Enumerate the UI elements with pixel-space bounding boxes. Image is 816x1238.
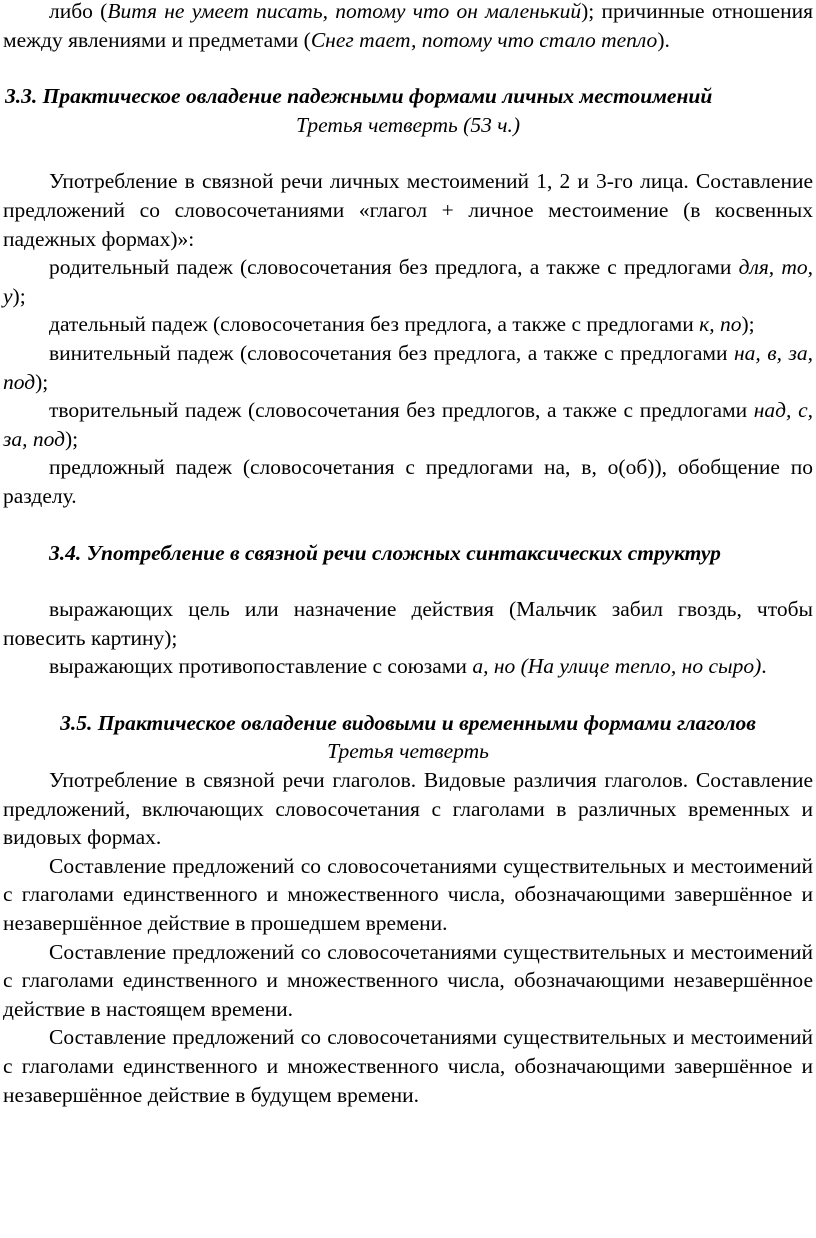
section-3-5-paragraph: Употребление в связной речи глаголов. Видовые различия глаголов. Составление предложений, включающих словосочетания с глаголами в различных временных и видовых формах. [3,768,813,850]
section-3-3-subheading: Третья четверть (53 ч.) [295,112,520,137]
section-3-5-paragraph: Составление предложений со словосочетаниями существительных и местоимений с глаголами единственного и множественного числа, обозначающими незавершённое действие в настоящем времени. [3,939,813,1021]
section-3-5-paragraph: Составление предложений со словосочетаниями существительных и местоимений с глаголами единственного и множественного числа, обозначающими завершённое и незавершённое действие в прошедшем времени. [3,853,813,936]
section-3-4-item: выражающих противопоставление с союзами а, но (На улице тепло, но сыро). [49,654,767,679]
section-3-3-heading: 3.3. Практическое овладение падежными формами личных местоимений [5,84,713,109]
text-run: ). [657,27,670,52]
section-3-4-item: выражающих цель или назначение действия (Мальчик забил гвоздь, чтобы повесить картину); [3,597,813,650]
accusative-case-item: винительный падеж (словосочетания без предлога, а также с предлогами на, в, за, под); [3,340,814,394]
text-run: либо ( [49,0,108,23]
italic-example: Снег тает, потому что стало тепло [310,27,658,52]
text-run: ); причинные отношения между явлениями и предметами ( [3,0,813,52]
section-3-5-heading: 3.5. Практическое овладение видовыми и временными формами глаголов [60,710,756,735]
section-3-5-subheading: Третья четверть [327,739,489,764]
section-3-5-paragraph: Составление предложений со словосочетаниями существительных и местоимений с глаголами единственного и множественного числа, обозначающими завершённое и незавершённое действие в будущем времени. [3,1025,813,1107]
section-3-3-paragraph: Употребление в связной речи личных местоимений 1, 2 и 3-го лица. Составление предложений со словосочетаниями «глагол + личное местоимение (в косвенных падежных формах)»: [3,169,813,251]
dative-case-item: дательный падеж (словосочетания без предлога, а также с предлогами к, по); [49,312,755,337]
instrumental-case-item: творительный падеж (словосочетания без предлогов, а также с предлогами над, с, за, под); [3,398,813,451]
genitive-case-item: родительный падеж (словосочетания без предлога, а также с предлогами для, то, у); [3,255,813,308]
intro-paragraph [3,0,813,54]
section-3-4-heading: 3.4. Употребление в связной речи сложных синтаксических структур [49,540,721,565]
prepositional-case-item: предложный падеж (словосочетания с предлогами на, в, о(об)), обобщение по разделу. [3,455,813,508]
italic-example: Витя не умеет писать, потому что он маленький [107,0,582,23]
